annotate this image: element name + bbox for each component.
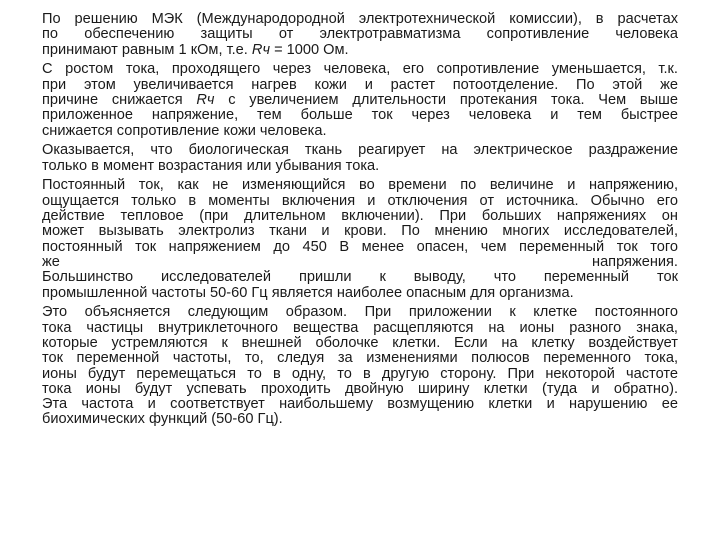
text-line: постоянный ток напряжением до 450 В менее опасен, чем переменный ток того — [42, 238, 678, 255]
text-line: Большинство исследователей пришли к выводу, что переменный ток — [42, 269, 678, 286]
text-line: причине снижается Rч с увеличением длительности протекания тока. Чем выше — [42, 91, 678, 108]
paragraph — [42, 305, 678, 427]
document-page — [42, 12, 678, 428]
text-line: тока частицы внутриклеточного вещества расщепляются на ионы разного знака, — [42, 319, 678, 336]
text-line: при этом увеличивается нагрев кожи и растет потоотделение. По этой же — [42, 76, 678, 93]
text-line: по обеспечению защиты от электротравматизма сопротивление человека — [42, 26, 678, 43]
text-line: Постоянный ток, как не изменяющийся во времени по величине и напряжению, — [42, 177, 678, 194]
paragraph — [42, 62, 678, 138]
paragraph — [42, 143, 678, 174]
text-line: тока ионы будут успевать проходить двойную ширину клетки (туда и обратно). — [42, 380, 678, 397]
text-line: По решению МЭК (Международородной электротехнической комиссии), в расчетах — [42, 11, 678, 27]
text-line: ионы будут перемещаться то в одну, то в другую сторону. При некоторой частоте — [42, 365, 678, 382]
text-line: Эта частота и соответствует наибольшему возмущению клетки и нарушению ее — [42, 396, 678, 413]
text-line: только в момент возрастания или убывания тока. — [42, 157, 380, 174]
paragraph — [42, 178, 678, 300]
text-line: принимают равным 1 кОм, т.е. Rч = 1000 Ом. — [42, 41, 349, 58]
text-line: может вызывать электролиз ткани и крови. По мнению многих исследователей, — [42, 223, 678, 240]
text-line: Оказывается, что биологическая ткань реагирует на электрическое раздражение — [42, 142, 678, 159]
text-line: которые устремляются к внешней оболочке клетки. Если на клетку воздействует — [42, 334, 678, 351]
text-line: ощущается только в моменты включения и отключения от источника. Обычно его — [42, 192, 678, 209]
text-line: снижается сопротивление кожи человека. — [42, 122, 327, 139]
text-line: же напряжения. — [42, 253, 678, 270]
paragraph — [42, 12, 678, 58]
text-line: промышленной частоты 50-60 Гц является наиболее опасным для организма. — [42, 284, 574, 301]
text-line: С ростом тока, проходящего через человека, его сопротивление уменьшается, т.к. — [42, 61, 678, 78]
text-line: действие тепловое (при длительном включении). При больших напряжениях он — [42, 208, 678, 225]
text-line: Это объясняется следующим образом. При приложении к клетке постоянного — [42, 304, 678, 321]
text-line: биохимических функций (50-60 Гц). — [42, 411, 283, 428]
text-line: ток переменной частоты, то, следуя за изменениями полюсов переменного тока, — [42, 350, 678, 367]
text-line: приложенное напряжение, тем больше ток через человека и тем быстрее — [42, 107, 678, 124]
